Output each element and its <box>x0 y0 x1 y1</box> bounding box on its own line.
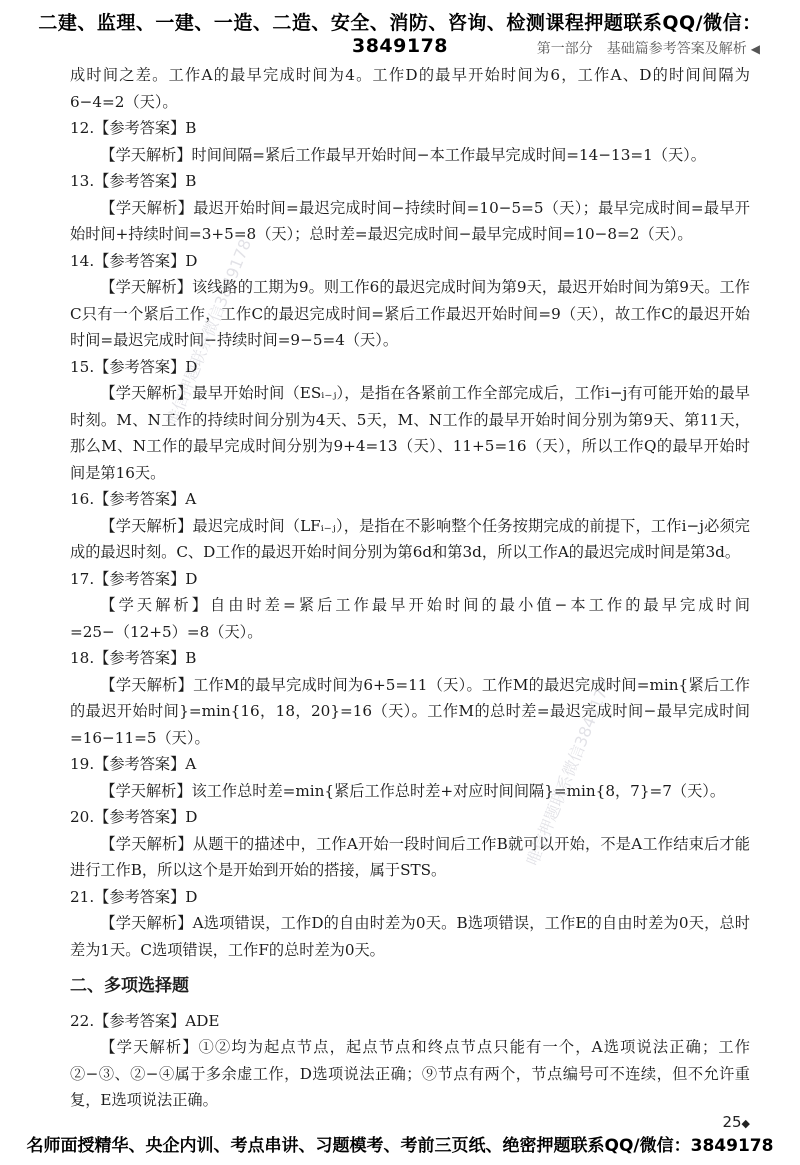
answer-head-14: 14.【参考答案】D <box>70 251 198 270</box>
answer-head-16: 16.【参考答案】A <box>70 490 197 508</box>
answer-explanation-16: 【学天解析】最迟完成时间（LFᵢ₋ⱼ），是指在不影响整个任务按期完成的前提下，工作i−j必须完成的最迟时刻。C、D工作的最迟开始时间分别为第6d和第3d，所以工作A的最迟完成时间是第3d。 <box>70 516 750 561</box>
watermark: 唯信押题联系微信3849178 <box>522 676 616 869</box>
answer-head-17: 17.【参考答案】D <box>70 569 198 588</box>
answer-explanation-13: 【学天解析】最迟开始时间=最迟完成时间−持续时间=10−5=5（天）；最早完成时间=最早开始时间+持续时间=3+5=8（天）；总时差=最迟完成时间−最早完成时间=10−8=2（天）。 <box>70 198 750 243</box>
answer-head-13: 13.【参考答案】B <box>70 172 197 190</box>
answer-head-21: 21.【参考答案】D <box>70 887 198 906</box>
answer-explanation-19: 【学天解析】该工作总时差=min{紧后工作总时差+对应时间间隔}=min{8，7}=7（天）。 <box>100 781 726 800</box>
section-title: 二、多项选择题 <box>70 976 189 996</box>
answer-explanation-18: 【学天解析】工作M的最早完成时间为6+5=11（天）。工作M的最迟完成时间=min{紧后工作的最迟开始时间}=min{16，18，20}=16（天）。工作M的总时差=最迟完成时间−最早完成时间=16−11=5（天）。 <box>70 675 750 747</box>
page-number <box>722 1113 750 1131</box>
answer-content <box>70 62 750 1114</box>
answer-head-12: 12.【参考答案】B <box>70 119 197 137</box>
chevron-left-icon: ◀ <box>750 42 760 56</box>
answer-head-19: 19.【参考答案】A <box>70 755 197 773</box>
answer-explanation-12: 【学天解析】时间间隔=紧后工作最早开始时间−本工作最早完成时间=14−13=1（天）。 <box>100 145 706 164</box>
diamond-icon: ◆ <box>741 1117 750 1130</box>
continuation-text: 成时间之差。工作A的最早完成时间为4。工作D的最早开始时间为6，工作A、D的时间间隔为6−4=2（天）。 <box>70 66 750 111</box>
bottom-banner: 名师面授精华、央企内训、考点串讲、习题模考、考前三页纸、绝密押题联系QQ/微信：3849178 <box>26 1136 774 1156</box>
answer-head-18: 18.【参考答案】B <box>70 649 197 667</box>
answer-head-20: 20.【参考答案】D <box>70 808 198 826</box>
answer-explanation-15: 【学天解析】最早开始时间（ESᵢ₋ⱼ），是指在各紧前工作全部完成后，工作i−j有可能开始的最早时刻。M、N工作的持续时间分别为4天、5天，M、N工作的最早开始时间分别为第9天、第11天，那么M、N工作的最早完成时间分别为9+4=13（天）、11+5=16（天），所以工作Q的最早开始时间是第16天。 <box>70 384 750 482</box>
top-banner: 二建、监理、一建、一造、二造、安全、消防、咨询、检测课程押题联系QQ/微信：3849178 <box>38 12 762 57</box>
page-number-text: 25 <box>722 1113 742 1131</box>
answer-explanation-14: 【学天解析】该线路的工期为9。则工作6的最迟完成时间为第9天，最迟开始时间为第9天。工作C只有一个紧后工作，工作C的最迟完成时间=紧后工作最迟开始时间=9（天），故工作C的最迟开始时间=最迟完成时间−持续时间=9−5=4（天）。 <box>70 278 750 349</box>
answer-explanation-20: 【学天解析】从题干的描述中，工作A开始一段时间后工作B就可以开始，不是A工作结束后才能进行工作B，所以这个是开始到开始的搭接，属于STS。 <box>70 834 750 879</box>
running-head-text: 第一部分 基础篇参考答案及解析 <box>536 41 747 57</box>
answer-head-22: 22.【参考答案】ADE <box>70 1011 220 1030</box>
answer-head-15: 15.【参考答案】D <box>70 357 198 376</box>
watermark: 唯信押题联系微信3849178 <box>162 236 256 429</box>
answer-explanation-22: 【学天解析】①②均为起点节点，起点节点和终点节点只能有一个，A选项说法正确；工作②−③、②−④属于多余虚工作，D选项说法正确；⑨节点有两个，节点编号可不连续，但不允许重复，E选项说法正确。 <box>70 1038 750 1109</box>
running-head <box>537 38 760 58</box>
answer-explanation-21: 【学天解析】A选项错误，工作D的自由时差为0天。B选项错误，工作E的自由时差为0天，总时差为1天。C选项错误，工作F的总时差为0天。 <box>70 914 750 959</box>
answer-explanation-17: 【学天解析】自由时差=紧后工作最早开始时间的最小值−本工作的最早完成时间=25−（12+5）=8（天）。 <box>70 596 750 641</box>
